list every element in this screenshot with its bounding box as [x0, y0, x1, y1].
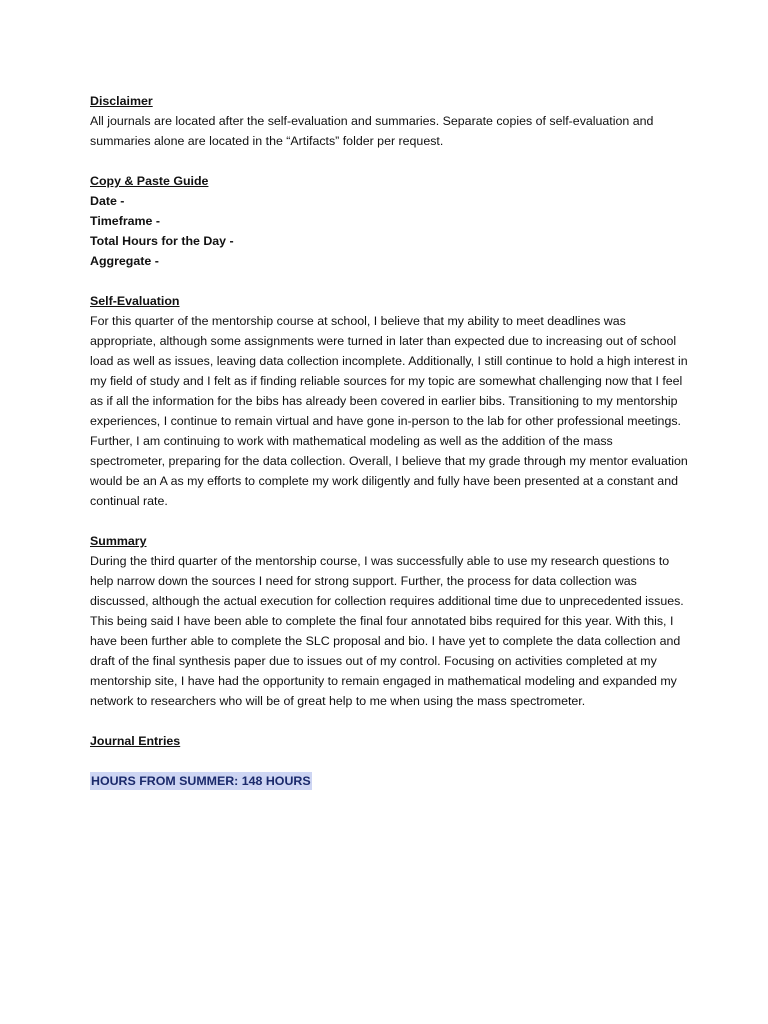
spacer: [90, 151, 690, 171]
journal-heading: Journal Entries: [90, 734, 181, 748]
self-evaluation-heading: Self-Evaluation: [90, 294, 180, 308]
disclaimer-text: All journals are located after the self-evaluation and summaries. Separate copies of self-evaluation and summaries alone are located in the “Artifacts” folder per request.: [90, 114, 654, 148]
self-evaluation-text: For this quarter of the mentorship course at school, I believe that my ability to meet deadlines was appropriate, although some assignments were turned in later than expected due to increasing out of school load as well as issues, leaving data collection incomplete. Additionally, I still continue to hold a high interest in my field of study and I felt as if finding reliable sources for my topic are somewhat challenging now that I feel as if all the information for the bibs has already been covered in earlier bibs. Transitioning to my mentorship experiences, I continue to remain virtual and have gone in-person to the lab for other professional meetings. Further, I am continuing to work with mathematical modeling as well as the addition of the mass spectrometer, preparing for the data collection. Overall, I believe that my grade through my mentor evaluation would be an A as my efforts to complete my work diligently and fully have been presented at a constant and continual rate.: [90, 314, 688, 508]
spacer: [90, 511, 690, 531]
guide-item-date: Date -: [90, 194, 125, 208]
guide-item-total-hours: Total Hours for the Day -: [90, 234, 234, 248]
guide-item-aggregate: Aggregate -: [90, 254, 159, 268]
spacer: [90, 271, 690, 291]
spacer: [90, 711, 690, 731]
guide-heading: Copy & Paste Guide: [90, 174, 209, 188]
summary-heading: Summary: [90, 534, 147, 548]
spacer: [90, 751, 690, 771]
hours-from-summer-highlight: HOURS FROM SUMMER: 148 HOURS: [91, 774, 311, 788]
summary-text: During the third quarter of the mentorship course, I was successfully able to use my research questions to help narrow down the sources I need for strong support. Further, the process for data collection was discussed, although the actual execution for collection requires additional time due to unprecedented issues. This being said I have been able to complete the final four annotated bibs required for this year. With this, I have been further able to complete the SLC proposal and bio. I have yet to complete the data collection and draft of the final synthesis paper due to issues out of my control. Focusing on activities completed at my mentorship site, I have had the opportunity to remain engaged in mathematical modeling and expanded my network to researchers who will be of great help to me when using the mass spectrometer.: [90, 554, 684, 708]
journal-hours-line-wrapper: [90, 771, 690, 791]
document-page: [90, 91, 690, 791]
disclaimer-heading: Disclaimer: [90, 94, 153, 108]
guide-item-timeframe: Timeframe -: [90, 214, 161, 228]
